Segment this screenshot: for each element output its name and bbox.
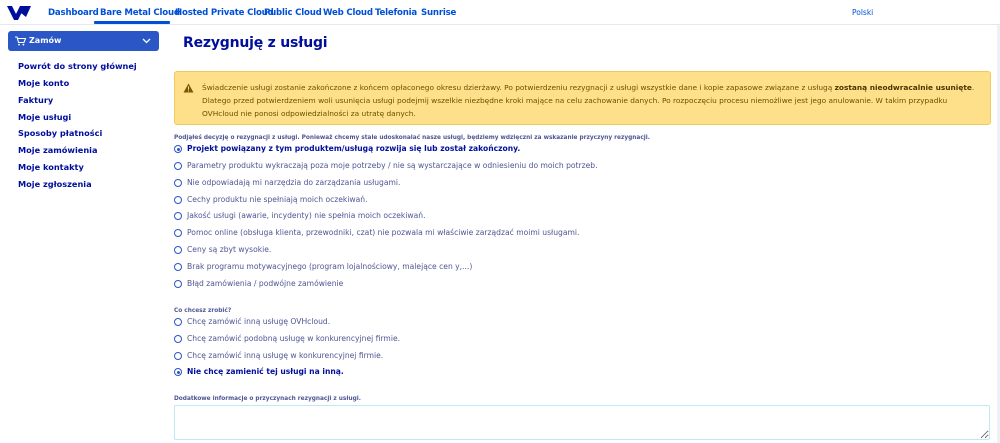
- ovhcloud-logo-icon[interactable]: [7, 6, 31, 20]
- radio-button[interactable]: [174, 229, 182, 237]
- nav-bare-metal-cloud[interactable]: Bare Metal Cloud: [100, 8, 180, 18]
- next-step-option-label: Chcę zamówić inną usługę w konkurencyjnej firmie.: [187, 351, 384, 360]
- sidebar-item-tickets[interactable]: Moje zgłoszenia: [18, 179, 92, 189]
- reason-option-label: Błąd zamówienia / podwójne zamówienie: [187, 279, 344, 288]
- extra-info-textarea[interactable]: [174, 405, 990, 440]
- next-step-question: Co chcesz zrobić?: [174, 308, 232, 314]
- reason-option-label: Projekt powiązany z tym produktem/usługą rozwija się lub został zakończony.: [187, 144, 521, 153]
- radio-button[interactable]: [174, 196, 182, 204]
- radio-button[interactable]: [174, 145, 182, 153]
- reason-option-label: Pomoc online (obsługa klienta, przewodniki, czat) nie pozwala mi właściwie zarządzać moimi usługami.: [187, 228, 580, 237]
- nav-sunrise[interactable]: Sunrise: [421, 8, 457, 18]
- active-tab-indicator: [94, 21, 170, 24]
- radio-button[interactable]: [174, 335, 182, 343]
- top-navigation: [0, 0, 1000, 25]
- sidebar-item-home[interactable]: Powrót do strony głównej: [18, 61, 137, 71]
- sidebar-item-services[interactable]: Moje usługi: [18, 112, 72, 122]
- warning-text: Świadczenie usługi zostanie zakończone z końcem opłaconego okresu dzierżawy. Po potwierdzeniu rezygnacji z usługi wszystkie dane i kopie zapasowe związane z usługą zostaną nieodwracalnie usunięte. Dlatego przed potwierdzeniem woli usunięcia usługi podejmij wszelkie niezbędne kroki mające na celu zachowanie danych. Po rozpoczęciu procesu niemożliwe jest jego anulowanie. W takim przypadku OVHcloud nie ponosi odpowiedzialności za utratę danych.: [202, 83, 975, 119]
- chevron-down-icon: [142, 36, 151, 45]
- nav-telefonia[interactable]: Telefonia: [375, 8, 418, 18]
- extra-info-label: Dodatkowe informacje o przyczynach rezygnacji z usługi.: [174, 396, 361, 402]
- radio-button[interactable]: [174, 280, 182, 288]
- nav-web-cloud[interactable]: Web Cloud: [323, 8, 373, 18]
- radio-button[interactable]: [174, 212, 182, 220]
- warning-emphasis: zostaną nieodwracalnie usunięte: [834, 83, 972, 92]
- sidebar-item-contacts[interactable]: Moje kontakty: [18, 162, 84, 172]
- sidebar-item-payment-methods[interactable]: Sposoby płatności: [18, 128, 103, 138]
- reason-option-label: Brak programu motywacyjnego (program lojalnościowy, malejące cen y,...): [187, 262, 473, 271]
- radio-button[interactable]: [174, 352, 182, 360]
- warning-banner: [174, 71, 991, 125]
- language-selector[interactable]: Polski: [852, 8, 874, 17]
- reason-option-label: Cechy produktu nie spełniają moich oczekiwań.: [187, 195, 368, 204]
- page-title: Rezygnuję z usługi: [183, 35, 328, 51]
- sidebar-item-account[interactable]: Moje konto: [18, 78, 70, 88]
- radio-button[interactable]: [174, 162, 182, 170]
- sidebar-item-orders[interactable]: Moje zamówienia: [18, 145, 98, 155]
- radio-button[interactable]: [174, 263, 182, 271]
- warning-icon: [183, 83, 194, 93]
- sidebar-item-invoices[interactable]: Faktury: [18, 95, 54, 105]
- radio-button[interactable]: [174, 318, 182, 326]
- radio-button[interactable]: [174, 179, 182, 187]
- next-step-option-label: Chcę zamówić podobną usługę w konkurencyjnej firmie.: [187, 334, 401, 343]
- radio-button[interactable]: [174, 368, 182, 376]
- reason-option-label: Nie odpowiadają mi narzędzia do zarządzania usługami.: [187, 178, 401, 187]
- reason-option-label: Jakość usługi (awarie, incydenty) nie spełnia moich oczekiwań.: [187, 211, 426, 220]
- cart-icon: [15, 36, 26, 46]
- nav-public-cloud[interactable]: Public Cloud: [264, 8, 322, 18]
- order-button-label: Zamów: [29, 36, 62, 45]
- reason-option-label: Ceny są zbyt wysokie.: [187, 245, 272, 254]
- reason-option-label: Parametry produktu wykraczają poza moje potrzeby / nie są wystarczające w odniesieniu do moich potrzeb.: [187, 161, 598, 170]
- radio-button[interactable]: [174, 246, 182, 254]
- reason-question: Podjąłeś decyzję o rezygnacji z usługi. Ponieważ chcemy stale udoskonalać nasze usługi, będziemy wdzięczni za wskazanie przyczyny rezygnacji.: [174, 135, 650, 141]
- order-button[interactable]: [8, 31, 159, 51]
- nav-hosted-private-cloud[interactable]: Hosted Private Cloud: [175, 8, 274, 18]
- next-step-option-label: Chcę zamówić inną usługę OVHcloud.: [187, 317, 331, 326]
- next-step-option-label: Nie chcę zamienić tej usługi na inną.: [187, 367, 344, 376]
- nav-dashboard[interactable]: Dashboard: [48, 8, 99, 18]
